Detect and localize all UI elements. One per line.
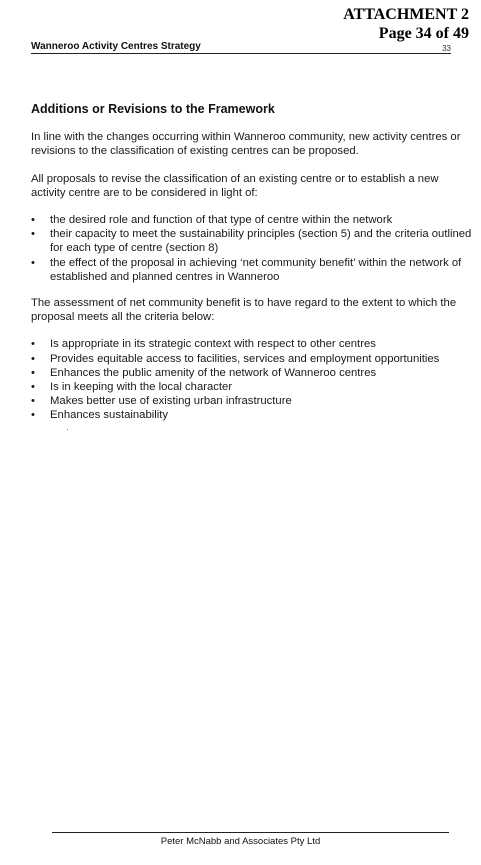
scan-speck — [67, 429, 68, 430]
paragraph-proposals: All proposals to revise the classification of an existing centre or to establish a new activity centre are to be considered in light of: — [31, 172, 439, 199]
list-item: • Is in keeping with the local character — [31, 380, 472, 394]
document-title: Wanneroo Activity Centres Strategy — [31, 41, 201, 52]
list-item: • Provides equitable access to facilities, services and employment opportunities — [31, 352, 472, 366]
considerations-list — [31, 213, 472, 284]
list-item: • Is appropriate in its strategic context with respect to other centres — [31, 337, 472, 351]
list-item: • Enhances the public amenity of the network of Wanneroo centres — [31, 366, 472, 380]
attachment-page: Page 34 of 49 — [378, 25, 469, 42]
list-item: • Enhances sustainability — [31, 408, 472, 422]
page-number: 33 — [442, 44, 451, 53]
footer-divider — [52, 832, 449, 833]
footer-company: Peter McNabb and Associates Pty Ltd — [160, 836, 321, 847]
section-heading: Additions or Revisions to the Framework — [31, 102, 275, 116]
paragraph-assessment: The assessment of net community benefit is to have regard to the extent to which the proposal meets all the criteria below: — [31, 297, 457, 324]
attachment-label: ATTACHMENT 2 — [343, 6, 469, 23]
main-content — [31, 102, 472, 435]
list-item: • the effect of the proposal in achieving ‘net community benefit’ within the network of established and planned centres in Wanneroo — [31, 256, 472, 284]
list-item: • the desired role and function of that type of centre within the network — [31, 213, 472, 227]
header-divider — [31, 53, 451, 54]
attachment-stamp — [343, 5, 469, 43]
list-item: • Makes better use of existing urban infrastructure — [31, 394, 472, 408]
criteria-list — [31, 337, 472, 422]
paragraph-intro: In line with the changes occurring within Wanneroo community, new activity centres or revisions to the classification of existing centres can be proposed. — [31, 131, 461, 158]
list-item: • their capacity to meet the sustainability principles (section 5) and the criteria outlined for each type of centre (section 8) — [31, 227, 472, 255]
